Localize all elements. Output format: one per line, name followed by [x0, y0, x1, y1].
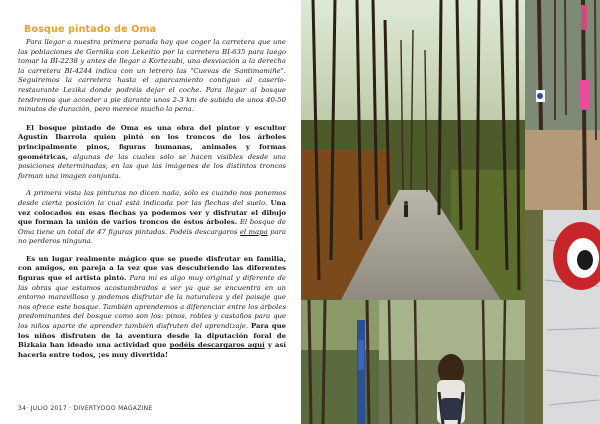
- paragraph-family: [18, 255, 286, 361]
- text-run: El bosque pintado de Oma es una obra del pintor y escultor Agustín Ibarrola quien pintó en los troncos de los árboles principalmente pinos, figuras humanas, animales y formas geométricas,: [18, 123, 286, 161]
- text-run: Para que los niños disfruten de la aventura desde la diputación foral de Bizkaia han ideado una actividad que: [18, 322, 286, 350]
- photo-collage: [301, 0, 600, 424]
- text-run: Para mí es algo muy original y diferente de las obras que estamos acostumbrados a ver ya que se encuentra en un entorno maravilloso y podemos disfrutar de la naturaleza y del paisaje que nos ofrece este bosque. También aprendemos a diferenciar entre los árboles predominantes del bosque como son los: pinos, robles y castaños para que los niños aparte de aprender también disfruten del aprendizaje.: [18, 274, 286, 331]
- text-run[interactable]: podéis descargaros aquí: [169, 341, 265, 350]
- text-run: y así hacerla entre todos, ¡es muy divertida!: [18, 341, 286, 359]
- painted-trees-photo: [525, 0, 600, 210]
- girl-in-forest-photo: [379, 300, 525, 424]
- paragraph-about-forest: [18, 124, 286, 182]
- article-body: [18, 38, 286, 368]
- paragraph-arrows: [18, 189, 286, 247]
- text-run: A primera vista las pinturas no dicen nada, sólo es cuando nos ponemos desde cierta posición la cual está indicada por las flechas del suelo.: [18, 189, 286, 207]
- text-run: Para llegar a nuestra primera parada hay que coger la carretera que une las poblaciones de Gernika con Lekeitio por la carretera BI-635 para luego tomar la BI-2238 y antes de llegar a Kortezubi, una desviación a la derecha la carretera BI-4244 indica con un letrero las "Cuevas de Santimamiñe". Seguiremos la carretera hasta el aparcamiento contiguo al caserío-restaurante Lezika donde podréis dejar el coche. Para llegar al bosque tendremos que acceder a pie durante unos 2-3 km de subida de unos 40-50 minutos de duración, pero merece mucho la pena.: [18, 38, 286, 114]
- forest-path-photo: [301, 0, 525, 300]
- text-run: Es un lugar realmente mágico que se puede disfrutar en familia, con amigos, en pareja a la vez que vas descubriendo las diferentes figuras que el artista pintó.: [18, 254, 286, 283]
- text-run[interactable]: el mapa: [239, 227, 268, 236]
- text-run: Una vez colocados en esas flechas ya podemos ver y disfrutar el dibujo que forman la unión de varios troncos de éstos árboles.: [18, 198, 286, 227]
- text-run: El bosque de Oma tiene un total de 47 figuras pintadas. Podéis descargaros: [18, 218, 286, 236]
- paragraph-directions: [18, 38, 286, 115]
- text-run: algunas de las cuales sólo se hacen visibles desde una posiciones determinadas, en las que las imágenes de los distintos troncos forman una imagen conjunta.: [18, 152, 286, 180]
- article-title: Bosque pintado de Oma: [24, 24, 157, 35]
- blue-tree-photo: [301, 300, 379, 424]
- eye-tree-closeup-photo: [525, 210, 600, 424]
- text-run: para no perderos ninguna.: [18, 227, 286, 246]
- page-footer: 34· JULIO 2017 · DIVERTYDOO MAGAZINE: [18, 405, 153, 412]
